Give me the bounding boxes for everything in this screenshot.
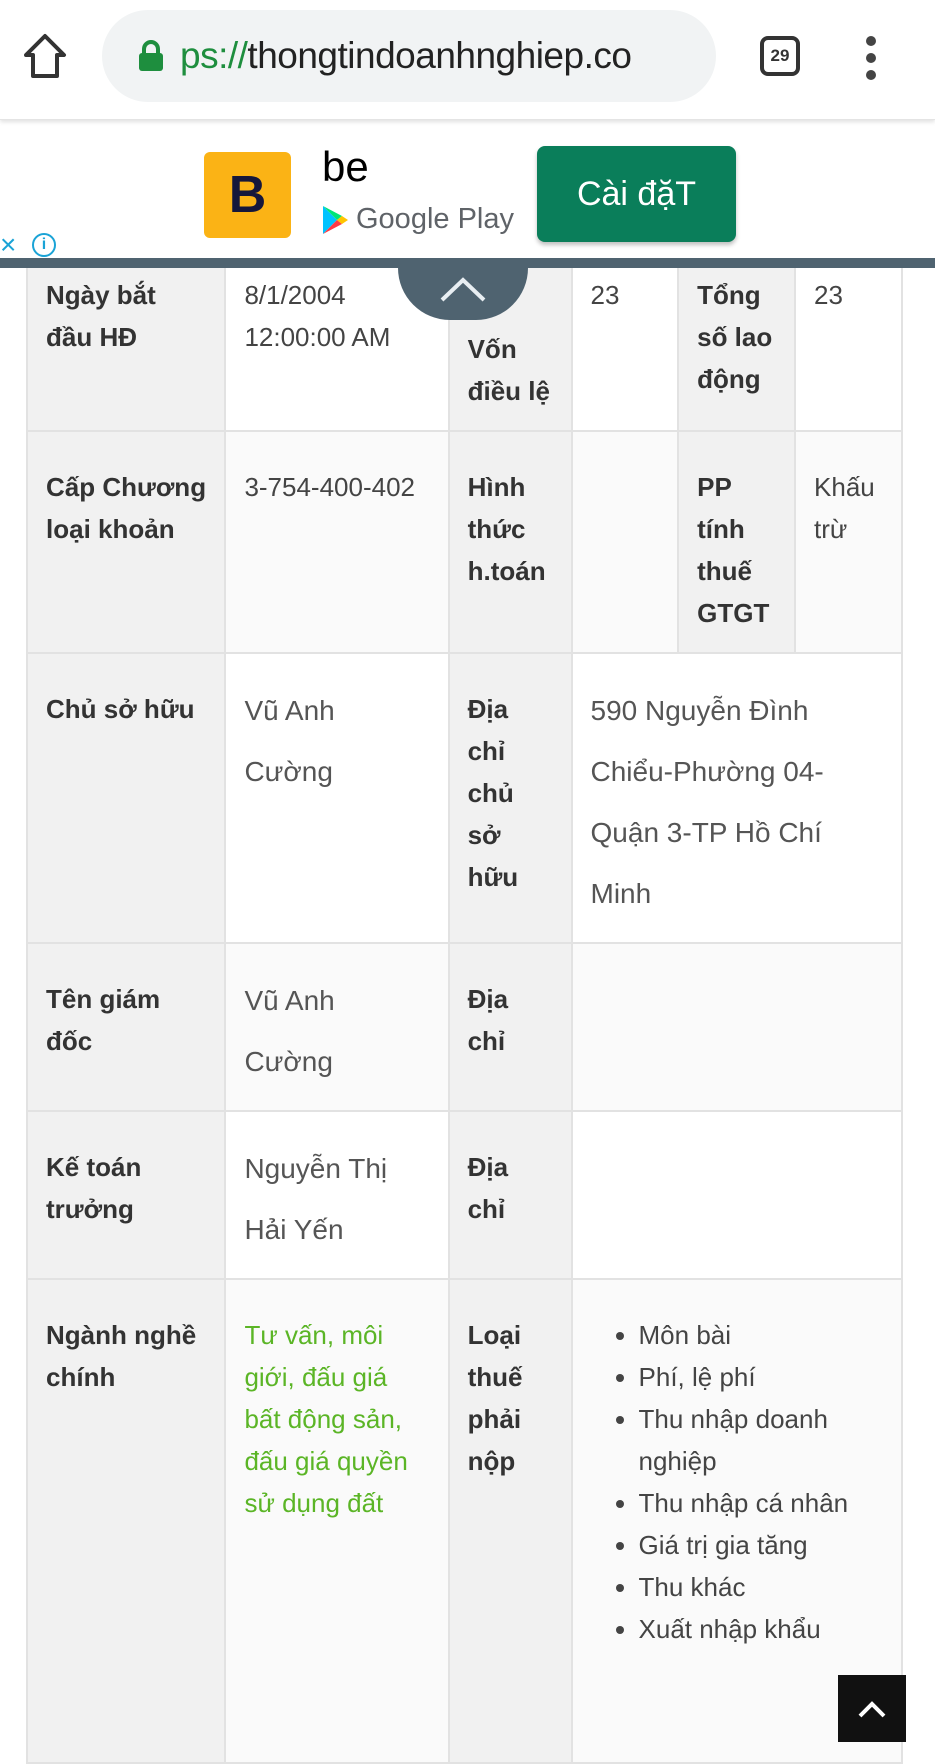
tab-switcher-button[interactable] bbox=[760, 36, 800, 76]
ad-info-icon[interactable]: i bbox=[32, 233, 56, 257]
label-owner: Chủ sở hữu bbox=[27, 653, 225, 943]
table-row bbox=[27, 431, 902, 653]
scroll-to-top-button[interactable] bbox=[838, 1675, 906, 1742]
ad-banner[interactable] bbox=[0, 121, 935, 268]
list-item: • Xuất nhập khẩu bbox=[639, 1608, 883, 1650]
label-tax-types: Loại thuế phải nộp bbox=[449, 1279, 572, 1763]
value-owner: Vũ Anh Cường bbox=[225, 653, 448, 943]
label-director: Tên giám đốc bbox=[27, 943, 225, 1111]
browser-toolbar bbox=[0, 0, 935, 120]
value-charter-capital: 23 bbox=[572, 239, 679, 431]
chevron-up-icon bbox=[857, 1699, 887, 1719]
label-vat-method: PP tính thuế GTGT bbox=[678, 431, 795, 653]
list-item: • Thu nhập cá nhân bbox=[639, 1482, 883, 1524]
table-row bbox=[27, 1111, 902, 1279]
value-accounting-form bbox=[572, 431, 679, 653]
label-charter-capital: Vốn điều lệ bbox=[449, 239, 572, 431]
value-vat-method: Khấu trừ bbox=[795, 431, 902, 653]
app-name[interactable]: be bbox=[322, 143, 369, 190]
table-row bbox=[27, 653, 902, 943]
label-director-address: Địa chỉ bbox=[449, 943, 572, 1111]
label-accountant-address: Địa chỉ bbox=[449, 1111, 572, 1279]
more-menu-icon[interactable] bbox=[864, 36, 878, 80]
list-item: • Thu nhập doanh nghiệp bbox=[639, 1398, 883, 1482]
value-accountant-address bbox=[572, 1111, 902, 1279]
list-item: • Phí, lệ phí bbox=[639, 1356, 883, 1398]
label-total-employees: Tổng số lao động bbox=[678, 239, 795, 431]
value-start-date: 8/1/2004 12:00:00 AM bbox=[225, 239, 448, 431]
app-logo[interactable] bbox=[204, 152, 291, 238]
value-director-address bbox=[572, 943, 902, 1111]
chevron-up-icon bbox=[438, 274, 488, 304]
google-play-icon bbox=[322, 205, 348, 235]
list-item: • Môn bài bbox=[639, 1314, 883, 1356]
label-accounting-form: Hình thức h.toán bbox=[449, 431, 572, 653]
install-button[interactable]: Cài đặT bbox=[537, 146, 736, 242]
value-director: Vũ Anh Cường bbox=[225, 943, 448, 1111]
url-domain: thongtindoanhnghiep.co bbox=[247, 35, 632, 76]
list-item: • Thu khác bbox=[639, 1566, 883, 1608]
google-play-badge bbox=[322, 203, 514, 236]
store-label: Google Play bbox=[356, 203, 514, 235]
app-logo-letter: B bbox=[228, 166, 267, 224]
value-main-industry bbox=[225, 1279, 448, 1763]
url-text bbox=[180, 35, 631, 77]
home-icon[interactable] bbox=[22, 32, 68, 80]
tax-type-list bbox=[591, 1314, 883, 1650]
label-main-industry: Ngành nghề chính bbox=[27, 1279, 225, 1763]
table-row bbox=[27, 1279, 902, 1763]
list-item: • Giá trị gia tăng bbox=[639, 1524, 883, 1566]
value-owner-address: 590 Nguyễn Đình Chiểu-Phường 04-Quận 3-TP Hồ Chí Minh bbox=[572, 653, 902, 943]
label-start-date: Ngày bắt đầu HĐ bbox=[27, 239, 225, 431]
close-ad-icon[interactable]: × bbox=[0, 229, 17, 260]
company-info-table bbox=[26, 238, 903, 1764]
label-chief-accountant: Kế toán trưởng bbox=[27, 1111, 225, 1279]
industry-link[interactable]: Tư vấn, môi giới, đấu giá bất động sản, đấu giá quyền sử dụng đất bbox=[244, 1320, 408, 1518]
tab-count: 29 bbox=[770, 46, 790, 65]
label-owner-address: Địa chỉ chủ sở hữu bbox=[449, 653, 572, 943]
value-chief-accountant: Nguyễn Thị Hải Yến bbox=[225, 1111, 448, 1279]
lock-icon bbox=[138, 40, 164, 72]
value-total-employees: 23 bbox=[795, 239, 902, 431]
address-bar[interactable] bbox=[102, 10, 716, 102]
table-row bbox=[27, 943, 902, 1111]
value-chapter-code: 3-754-400-402 bbox=[225, 431, 448, 653]
label-chapter-code: Cấp Chương loại khoản bbox=[27, 431, 225, 653]
url-scheme: ps:// bbox=[180, 35, 248, 76]
